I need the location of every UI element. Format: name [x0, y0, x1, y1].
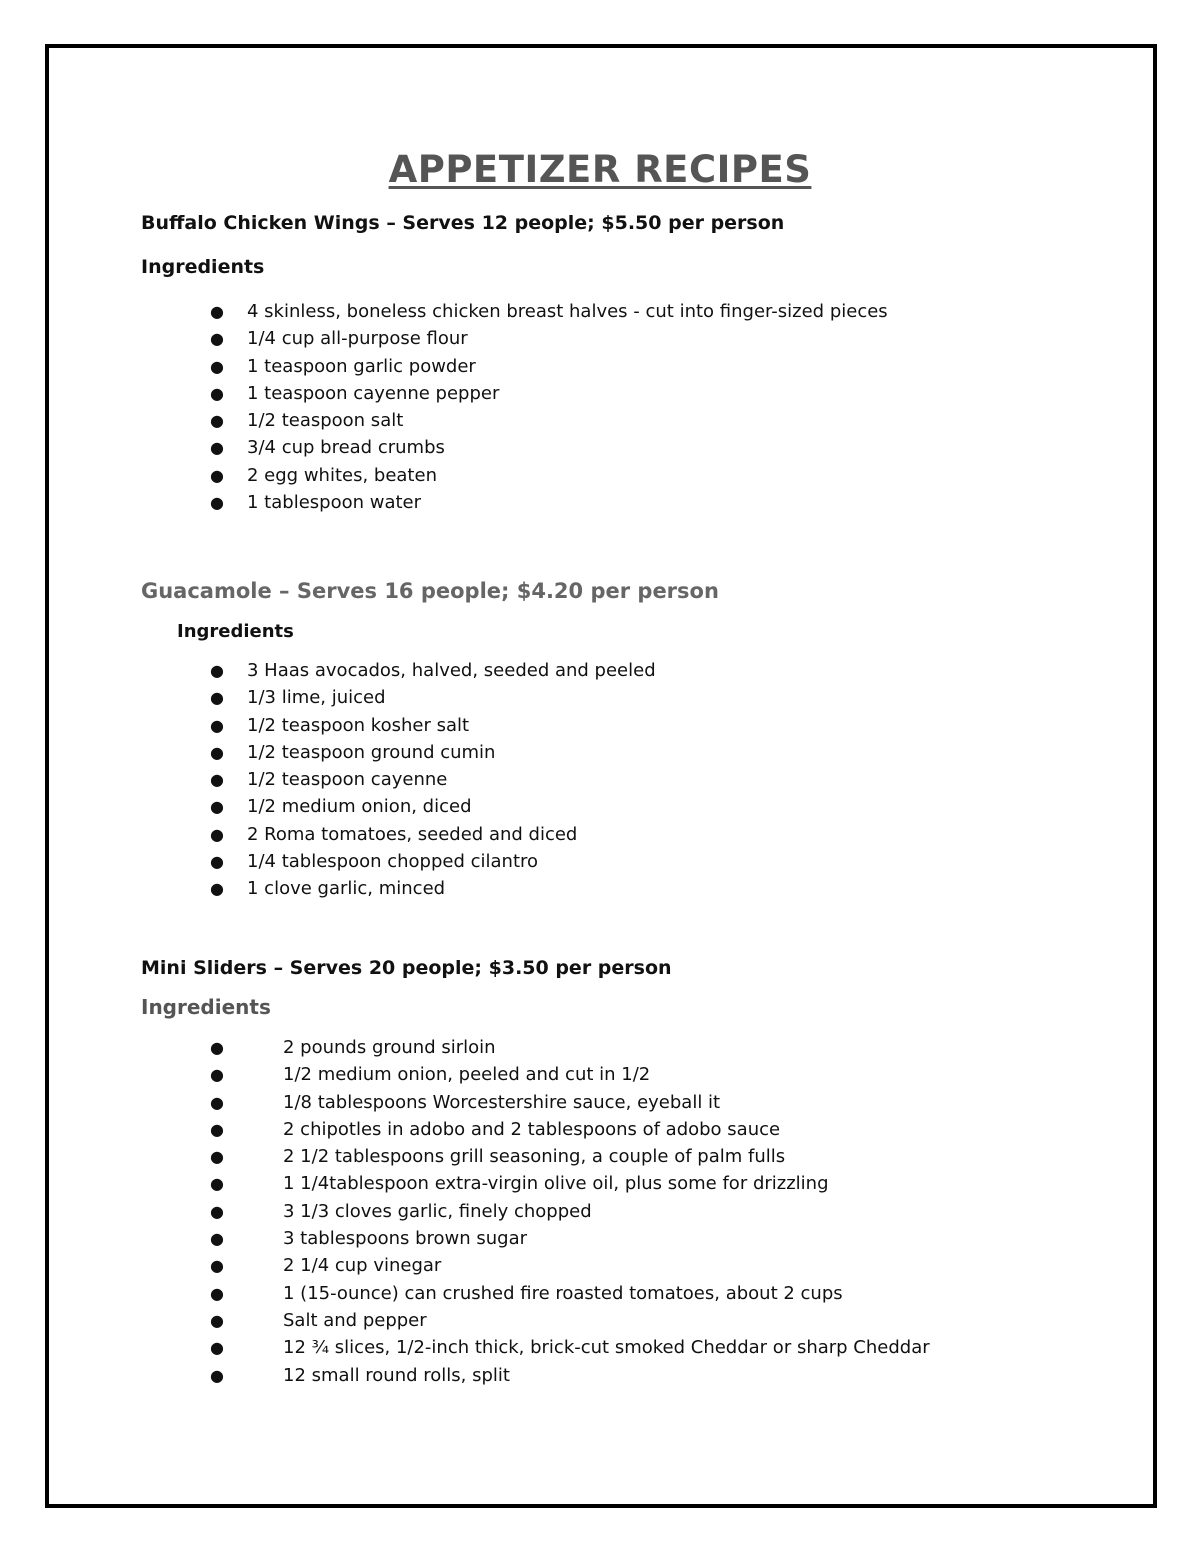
list-item: [210, 657, 656, 684]
ingredients-list-mini-sliders: [210, 1034, 930, 1389]
bullet-icon: ●: [210, 1147, 224, 1167]
list-item: [210, 325, 888, 352]
list-item: [210, 1034, 930, 1061]
bullet-icon: ●: [210, 879, 224, 899]
ingredient-text: 1/2 teaspoon ground cumin: [247, 741, 496, 763]
bullet-icon: ●: [210, 824, 224, 844]
bullet-icon: ●: [210, 715, 224, 735]
bullet-icon: ●: [210, 1256, 224, 1276]
ingredients-label-buffalo-wings: Ingredients: [141, 256, 265, 278]
bullet-icon: ●: [210, 465, 224, 485]
ingredients-label-guacamole: Ingredients: [177, 621, 294, 642]
recipe-heading-guacamole: Guacamole – Serves 16 people; $4.20 per person: [141, 579, 719, 603]
bullet-icon: ●: [210, 411, 224, 431]
list-item: [210, 712, 656, 739]
ingredient-text: 1/4 cup all-purpose flour: [247, 328, 468, 350]
bullet-icon: ●: [210, 438, 224, 458]
list-item: [210, 1307, 930, 1334]
list-item: [210, 684, 656, 711]
bullet-icon: ●: [210, 356, 224, 376]
bullet-icon: ●: [210, 797, 224, 817]
ingredient-text: 2 chipotles in adobo and 2 tablespoons of adobo sauce: [283, 1118, 781, 1140]
page-title: APPETIZER RECIPES: [388, 148, 812, 191]
recipe-heading-mini-sliders: Mini Sliders – Serves 20 people; $3.50 per person: [141, 957, 672, 979]
list-item: [210, 1061, 930, 1088]
bullet-icon: ●: [210, 1065, 224, 1085]
ingredient-text: 3 Haas avocados, halved, seeded and peeled: [247, 660, 656, 681]
bullet-icon: ●: [210, 1174, 224, 1194]
ingredient-text: 1/3 lime, juiced: [247, 687, 386, 709]
ingredient-text: 1 1/4tablespoon extra-virgin olive oil, plus some for drizzling: [283, 1173, 829, 1195]
list-item: [210, 434, 888, 461]
bullet-icon: ●: [210, 383, 224, 403]
list-item: [210, 766, 656, 793]
list-item: [210, 739, 656, 766]
ingredient-text: 1 tablespoon water: [247, 492, 422, 514]
bullet-icon: ●: [210, 1092, 224, 1112]
bullet-icon: ●: [210, 1365, 224, 1385]
ingredient-text: 1/4 tablespoon chopped cilantro: [247, 851, 539, 873]
list-item: [210, 1116, 930, 1143]
list-item: [210, 462, 888, 489]
list-item: [210, 1143, 930, 1170]
bullet-icon: ●: [210, 1338, 224, 1358]
list-item: [210, 1225, 930, 1252]
ingredient-text: 1/2 teaspoon salt: [247, 410, 404, 432]
bullet-icon: ●: [210, 770, 224, 790]
bullet-icon: ●: [210, 1283, 224, 1303]
list-item: [210, 1252, 930, 1279]
list-item: [210, 821, 656, 848]
ingredient-text: 3 tablespoons brown sugar: [283, 1228, 528, 1250]
ingredient-text: 1/2 medium onion, diced: [247, 796, 472, 818]
ingredient-text: 12 ¾ slices, 1/2-inch thick, brick-cut smoked Cheddar or sharp Cheddar: [283, 1337, 930, 1359]
bullet-icon: ●: [210, 1038, 224, 1057]
list-item: [210, 353, 888, 380]
ingredient-text: 2 pounds ground sirloin: [283, 1037, 496, 1058]
bullet-icon: ●: [210, 742, 224, 762]
list-item: [210, 1198, 930, 1225]
bullet-icon: ●: [210, 852, 224, 872]
ingredient-text: Salt and pepper: [283, 1309, 427, 1331]
list-item: [210, 380, 888, 407]
list-item: [210, 1170, 930, 1197]
ingredient-text: 2 1/2 tablespoons grill seasoning, a couple of palm fulls: [283, 1146, 786, 1168]
list-item: [210, 298, 888, 325]
ingredient-text: 4 skinless, boneless chicken breast halves - cut into finger-sized pieces: [247, 301, 888, 322]
bullet-icon: ●: [210, 1310, 224, 1330]
ingredient-text: 1/8 tablespoons Worcestershire sauce, eyeball it: [283, 1091, 721, 1113]
bullet-icon: ●: [210, 1201, 224, 1221]
ingredient-text: 3 1/3 cloves garlic, finely chopped: [283, 1200, 592, 1222]
list-item: [210, 1089, 930, 1116]
bullet-icon: ●: [210, 1119, 224, 1139]
bullet-icon: ●: [210, 1229, 224, 1249]
ingredient-text: 2 egg whites, beaten: [247, 464, 437, 486]
list-item: [210, 1334, 930, 1361]
ingredient-text: 2 Roma tomatoes, seeded and diced: [247, 823, 578, 845]
ingredient-text: 2 1/4 cup vinegar: [283, 1255, 442, 1277]
ingredient-text: 1 teaspoon garlic powder: [247, 355, 476, 377]
bullet-icon: ●: [210, 493, 224, 513]
ingredients-list-buffalo-wings: [210, 298, 888, 516]
bullet-icon: ●: [210, 302, 224, 321]
ingredient-text: 1/2 teaspoon kosher salt: [247, 714, 470, 736]
list-item: [210, 489, 888, 516]
bullet-icon: ●: [210, 688, 224, 708]
list-item: [210, 407, 888, 434]
ingredient-text: 1 clove garlic, minced: [247, 878, 446, 900]
list-item: [210, 1362, 930, 1389]
list-item: [210, 848, 656, 875]
recipe-heading-buffalo-wings: Buffalo Chicken Wings – Serves 12 people; $5.50 per person: [141, 212, 785, 234]
ingredients-label-mini-sliders: Ingredients: [141, 995, 271, 1019]
bullet-icon: ●: [210, 329, 224, 349]
ingredients-list-guacamole: [210, 657, 656, 903]
bullet-icon: ●: [210, 661, 224, 680]
list-item: [210, 875, 656, 902]
ingredient-text: 1 teaspoon cayenne pepper: [247, 382, 500, 404]
list-item: [210, 1280, 930, 1307]
ingredient-text: 1/2 medium onion, peeled and cut in 1/2: [283, 1064, 651, 1086]
list-item: [210, 793, 656, 820]
ingredient-text: 3/4 cup bread crumbs: [247, 437, 445, 459]
ingredient-text: 12 small round rolls, split: [283, 1364, 510, 1386]
ingredient-text: 1/2 teaspoon cayenne: [247, 769, 448, 791]
ingredient-text: 1 (15-ounce) can crushed fire roasted tomatoes, about 2 cups: [283, 1282, 843, 1304]
